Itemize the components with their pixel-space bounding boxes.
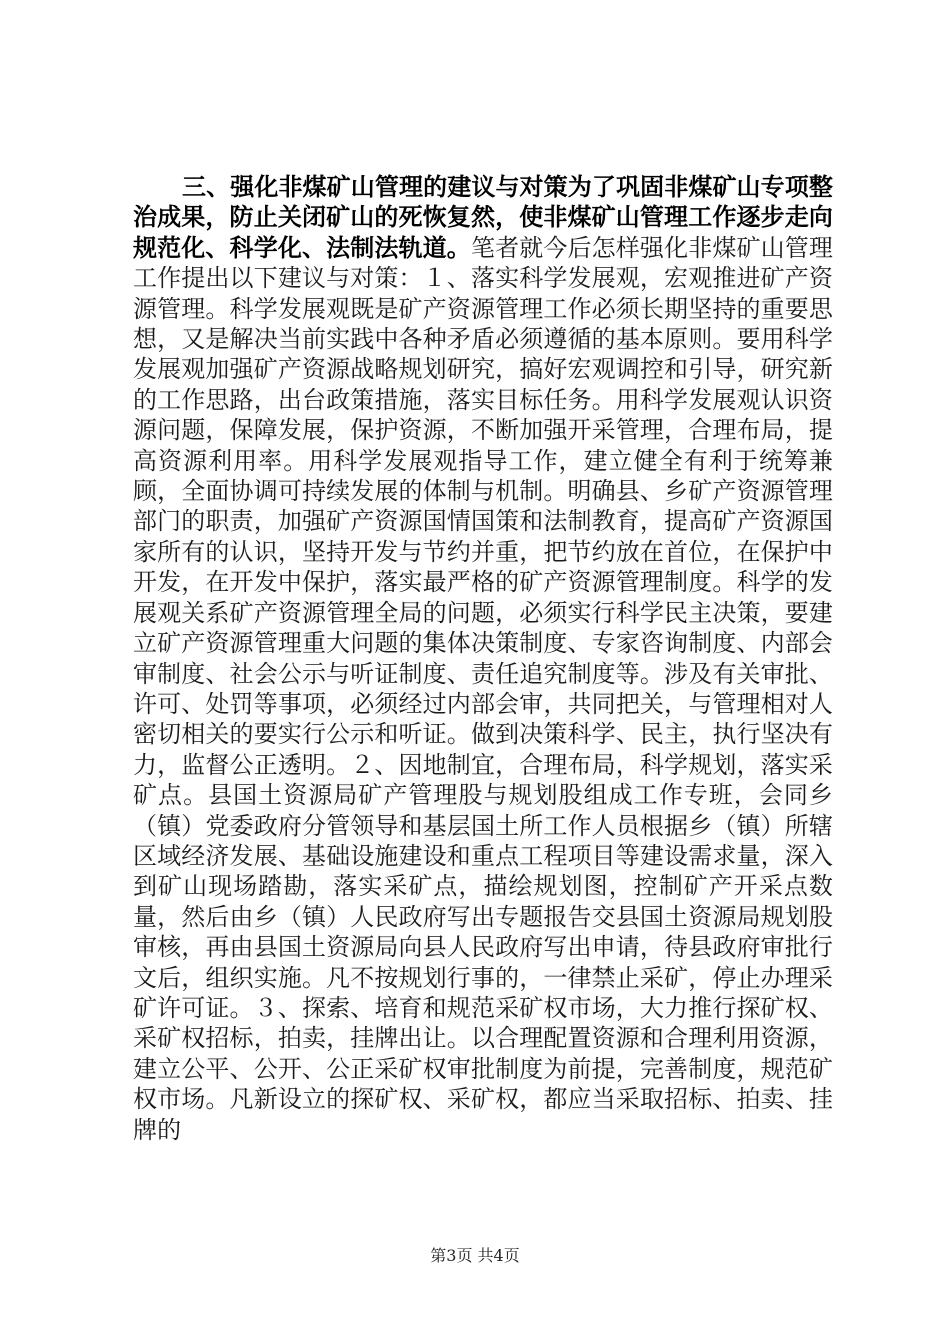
section-heading: 三、强化非煤矿山管理的建议与对策为了巩固非煤矿山专项整治成果，防止关闭矿山的死恢复然，使非煤矿山管理工作逐步走向规范化、科学化、法制法轨道。 (133, 173, 833, 262)
paragraph-text: 笔者就今后怎样强化非煤矿山管理工作提出以下建议与对策：１、落实科学发展观，宏观推进矿产资源管理。科学发展观既是矿产资源管理工作必须长期坚持的重要思想，又是解决当前实践中各种矛盾必须遵循的基本原则。要用科学发展观加强矿产资源战略规划研究，搞好宏观调控和引导，研究新的工作思路，出台政策措施，落实目标任务。用科学发展观认识资源问题，保障发展，保护资源，不断加强开采管理，合理布局，提高资源利用率。用科学发展观指导工作，建立健全有利于统筹兼顾，全面协调可持续发展的体制与机制。明确县、乡矿产资源管理部门的职责，加强矿产资源国情国策和法制教育，提高矿产资源国家所有的认识，坚持开发与节约并重，把节约放在首位，在保护中开发，在开发中保护，落实最严格的矿产资源管理制度。科学的发展观关系矿产资源管理全局的问题，必须实行科学民主决策，要建立矿产资源管理重大问题的集体决策制度、专家咨询制度、内部会审制度、社会公示与听证制度、责任追究制度等。涉及有关审批、许可、处罚等事项，必须经过内部会审，共同把关，与管理相对人密切相关的要实行公示和听证。做到决策科学、民主，执行坚决有力，监督公正透明。２、因地制宜，合理布局，科学规划，落实采矿点。县国土资源局矿产管理股与规划股组成工作专班，会同乡（镇）党委政府分管领导和基层国土所工作人员根据乡（镇）所辖区域经济发展、基础设施建设和重点工程项目等建设需求量，深入到矿山现场踏勘，落实采矿点，描绘规划图，控制矿产开采点数量，然后由乡（镇）人民政府写出专题报告交县国土资源局规划股审核，再由县国土资源局向县人民政府写出申请，待县政府审批行文后，组织实施。凡不按规划行事的，一律禁止采矿，停止办理采矿许可证。３、探索、培育和规范采矿权市场，大力推行探矿权、采矿权招标，拍卖，挂牌出让。以合理配置资源和合理利用资源，建立公平、公开、公正采矿权审批制度为前提，完善制度，规范矿权市场。凡新设立的探矿权、采矿权，都应当采取招标、拍卖、挂牌的 (133, 233, 833, 1144)
page-number-label: 第3页 共4页 (430, 1246, 520, 1265)
body-paragraph (133, 172, 833, 1145)
page-footer (0, 1243, 950, 1266)
